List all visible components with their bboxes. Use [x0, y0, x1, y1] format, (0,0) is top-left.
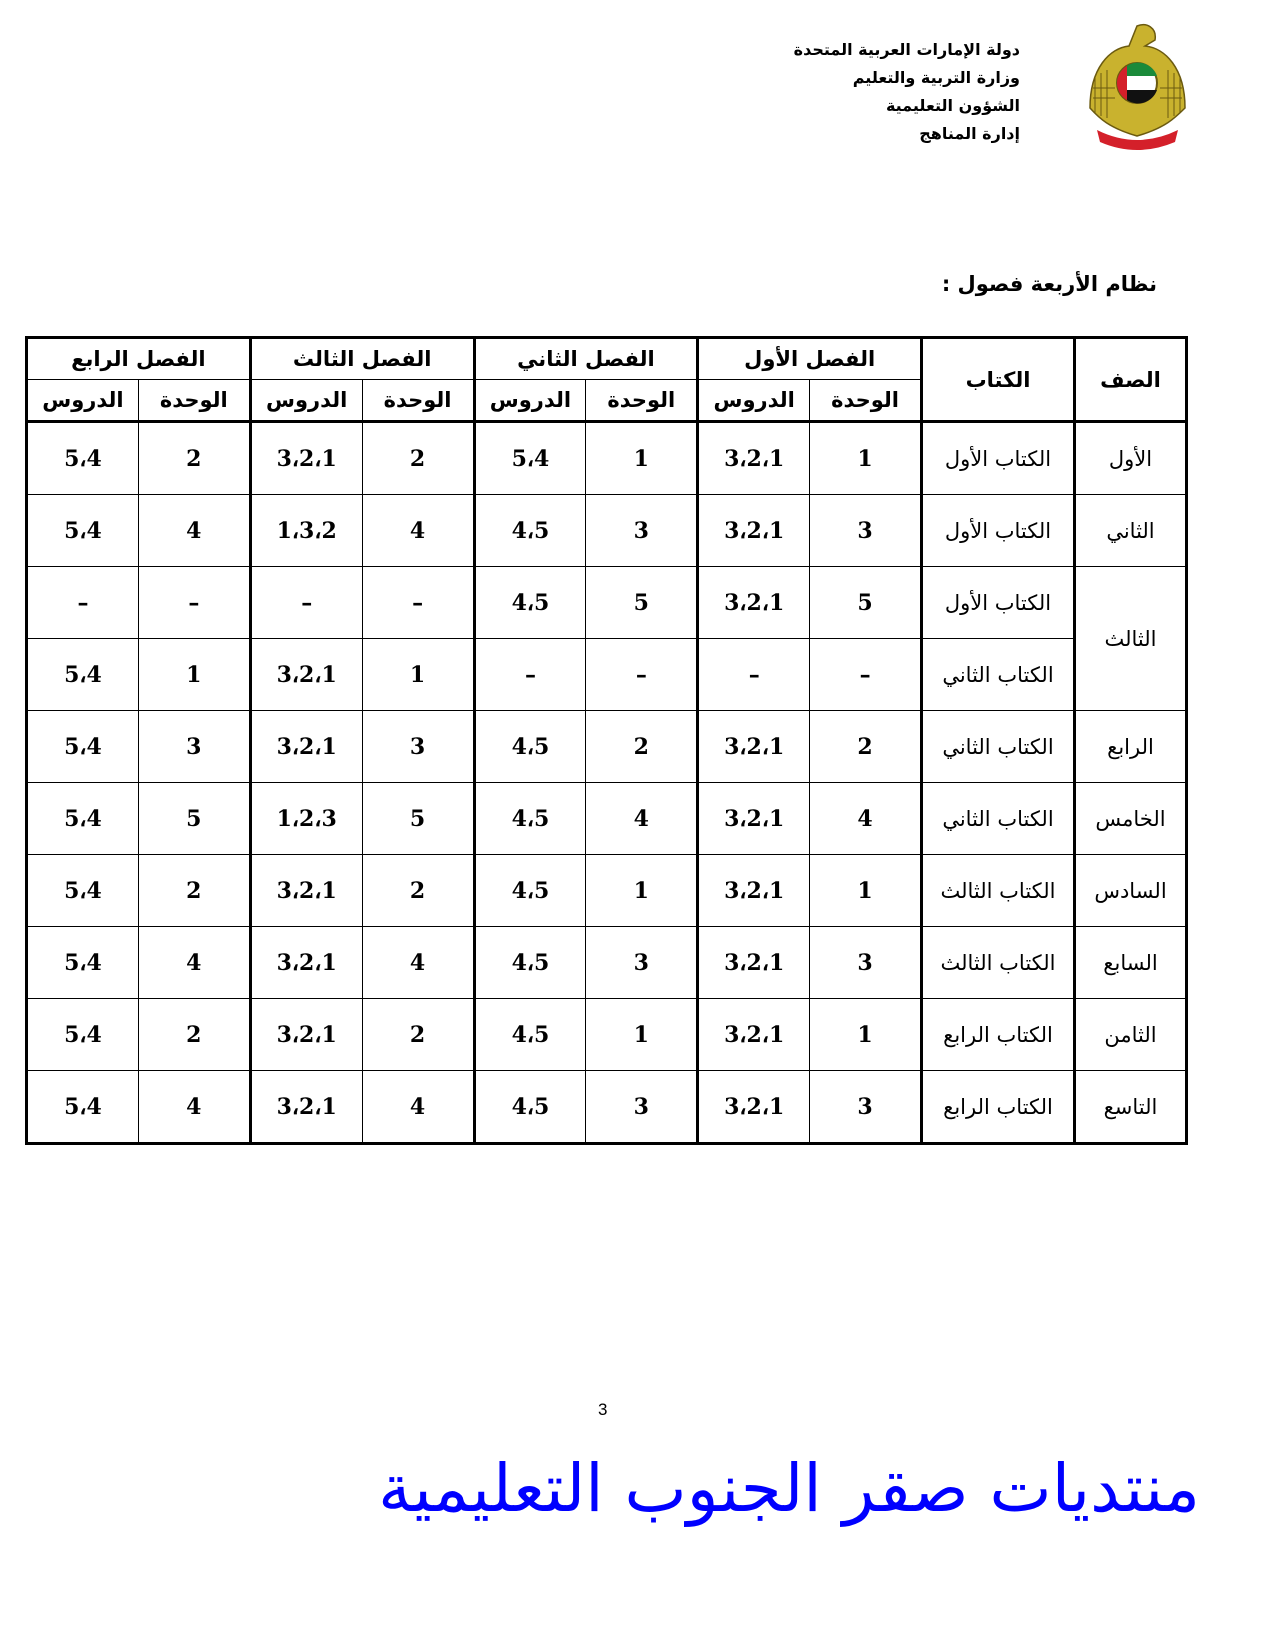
header-line: وزارة التربية والتعليم [852, 68, 1020, 87]
table-row [27, 711, 1187, 783]
forum-watermark: منتديات صقر الجنوب التعليمية [378, 1450, 1200, 1527]
unit-value: 1 [857, 1021, 873, 1048]
lessons-value: 5،4 [64, 1093, 102, 1120]
lessons-value: 5،4 [64, 517, 102, 544]
unit-cell [810, 999, 922, 1071]
lessons-value: 4،5 [511, 949, 550, 976]
unit-cell [810, 1071, 922, 1144]
lessons-value: – [301, 589, 313, 616]
lessons-cell [27, 855, 139, 927]
lessons-cell [250, 495, 362, 567]
table-row [27, 1071, 1187, 1144]
unit-value: – [188, 589, 200, 616]
unit-value: – [859, 661, 871, 688]
grade-cell: السادس [1075, 855, 1187, 927]
unit-cell [586, 1071, 698, 1144]
lessons-cell [474, 927, 586, 999]
unit-value: 2 [186, 877, 202, 904]
unit-value: 2 [857, 733, 873, 760]
unit-value: 3 [633, 1093, 649, 1120]
lessons-cell [250, 639, 362, 711]
unit-cell [810, 711, 922, 783]
lessons-cell [250, 1071, 362, 1144]
lessons-cell [698, 711, 810, 783]
lessons-cell [27, 495, 139, 567]
book-cell: الكتاب الثاني [922, 711, 1075, 783]
lessons-value: 3،2،1 [276, 733, 337, 760]
unit-cell [138, 422, 250, 495]
lessons-value: 5،4 [64, 445, 102, 472]
document-title: نظام الأربعة فصول : [941, 272, 1157, 296]
book-cell: الكتاب الثاني [922, 639, 1075, 711]
header-season-1: الفصل الأول [698, 338, 922, 380]
unit-value: 1 [857, 877, 873, 904]
lessons-value: 3،2،1 [276, 1021, 337, 1048]
unit-cell [362, 495, 474, 567]
unit-value: 4 [409, 1093, 426, 1120]
header-line: دولة الإمارات العربية المتحدة [793, 40, 1020, 59]
lessons-cell [27, 1071, 139, 1144]
lessons-value: 3،2،1 [276, 1093, 337, 1120]
lessons-cell [698, 783, 810, 855]
unit-value: 3 [857, 1093, 873, 1120]
lessons-value: 4،5 [511, 1021, 550, 1048]
unit-cell [810, 495, 922, 567]
unit-cell [586, 999, 698, 1071]
unit-cell [586, 783, 698, 855]
table-row [27, 639, 1187, 711]
header-line: إدارة المناهج [919, 124, 1020, 143]
unit-value: 4 [409, 517, 426, 544]
unit-cell [586, 711, 698, 783]
lessons-value: 3،2،1 [724, 589, 785, 616]
uae-emblem-icon [1085, 18, 1190, 158]
header-book: الكتاب [922, 338, 1075, 422]
lessons-value: 3،2،1 [276, 877, 337, 904]
lessons-cell [27, 783, 139, 855]
lessons-cell [474, 783, 586, 855]
header-lessons: الدروس [250, 380, 362, 422]
unit-value: 4 [186, 949, 202, 976]
unit-value: 2 [633, 733, 649, 760]
grade-cell: الرابع [1075, 711, 1187, 783]
unit-cell [362, 855, 474, 927]
header-unit: الوحدة [362, 380, 474, 422]
grade-cell: الثامن [1075, 999, 1187, 1071]
unit-value: 5 [409, 805, 426, 832]
unit-value: 4 [857, 805, 873, 832]
unit-cell [586, 639, 698, 711]
lessons-value: 5،4 [64, 733, 102, 760]
unit-cell [138, 855, 250, 927]
lessons-value: – [748, 661, 760, 688]
lessons-value: 4،5 [511, 517, 550, 544]
lessons-value: 4،5 [511, 733, 550, 760]
lessons-value: 5،4 [511, 445, 550, 472]
lessons-cell [250, 927, 362, 999]
lessons-cell [474, 711, 586, 783]
unit-value: 1 [633, 877, 649, 904]
lessons-value: 4،5 [511, 1093, 550, 1120]
header-unit: الوحدة [586, 380, 698, 422]
unit-cell [810, 639, 922, 711]
table-row [27, 567, 1187, 639]
lessons-cell [27, 422, 139, 495]
lessons-value: 3،2،1 [724, 877, 785, 904]
unit-cell [138, 567, 250, 639]
lessons-value: 5،4 [64, 805, 102, 832]
unit-value: 4 [186, 517, 202, 544]
unit-value: 2 [409, 877, 426, 904]
table-row [27, 422, 1187, 495]
lessons-cell [474, 567, 586, 639]
lessons-cell [474, 855, 586, 927]
lessons-value: 5،4 [64, 661, 102, 688]
unit-cell [810, 927, 922, 999]
lessons-value: 4،5 [511, 877, 550, 904]
unit-value: 3 [409, 733, 426, 760]
lessons-cell [474, 1071, 586, 1144]
lessons-value: 5،4 [64, 877, 102, 904]
lessons-cell [698, 927, 810, 999]
unit-cell [810, 422, 922, 495]
unit-cell [586, 927, 698, 999]
book-cell: الكتاب الثالث [922, 927, 1075, 999]
lessons-value: 3،2،1 [724, 733, 785, 760]
unit-value: 3 [633, 517, 649, 544]
lessons-cell [250, 999, 362, 1071]
grade-cell: التاسع [1075, 1071, 1187, 1144]
unit-cell [586, 855, 698, 927]
lessons-cell [27, 567, 139, 639]
lessons-value: 1،3،2 [276, 517, 337, 544]
book-cell: الكتاب الثالث [922, 855, 1075, 927]
lessons-value: 5،4 [64, 949, 102, 976]
lessons-value: 3،2،1 [276, 445, 337, 472]
unit-value: 5 [857, 589, 873, 616]
lessons-cell [27, 639, 139, 711]
book-cell: الكتاب الرابع [922, 1071, 1075, 1144]
unit-cell [810, 855, 922, 927]
ministry-header [794, 36, 1020, 148]
grade-cell: الخامس [1075, 783, 1187, 855]
lessons-cell [698, 855, 810, 927]
table-row [27, 495, 1187, 567]
book-cell: الكتاب الرابع [922, 999, 1075, 1071]
lessons-cell [474, 999, 586, 1071]
lessons-value: 4،5 [511, 805, 550, 832]
unit-value: 1 [186, 661, 202, 688]
lessons-cell [27, 999, 139, 1071]
lessons-value: 3،2،1 [724, 445, 785, 472]
unit-cell [362, 711, 474, 783]
unit-value: 2 [409, 445, 426, 472]
unit-value: 4 [409, 949, 426, 976]
unit-cell [138, 999, 250, 1071]
unit-cell [362, 1071, 474, 1144]
header-season-3: الفصل الثالث [250, 338, 474, 380]
lessons-value: 3،2،1 [724, 1021, 785, 1048]
lessons-cell [250, 711, 362, 783]
lessons-cell [27, 711, 139, 783]
lessons-value: 3،2،1 [724, 805, 785, 832]
table-row [27, 783, 1187, 855]
unit-value: 3 [186, 733, 202, 760]
unit-cell [362, 639, 474, 711]
lessons-value: 5،4 [64, 1021, 102, 1048]
unit-value: 2 [186, 445, 202, 472]
lessons-cell [474, 495, 586, 567]
unit-cell [586, 567, 698, 639]
book-cell: الكتاب الأول [922, 422, 1075, 495]
lessons-cell [698, 495, 810, 567]
header-lessons: الدروس [27, 380, 139, 422]
lessons-value: 4،5 [511, 589, 550, 616]
unit-value: 4 [186, 1093, 202, 1120]
book-cell: الكتاب الثاني [922, 783, 1075, 855]
curriculum-table [25, 336, 1188, 1145]
unit-cell [138, 927, 250, 999]
grade-cell: الثاني [1075, 495, 1187, 567]
page-number: 3 [598, 1400, 608, 1419]
unit-cell [138, 783, 250, 855]
unit-cell [810, 783, 922, 855]
unit-cell [138, 1071, 250, 1144]
unit-value: – [412, 589, 424, 616]
header-season-2: الفصل الثاني [474, 338, 698, 380]
unit-value: – [635, 661, 647, 688]
lessons-value: 3،2،1 [724, 517, 785, 544]
unit-cell [138, 639, 250, 711]
lessons-value: 3،2،1 [276, 949, 337, 976]
lessons-value: 3،2،1 [724, 1093, 785, 1120]
lessons-cell [250, 783, 362, 855]
grade-cell: الأول [1075, 422, 1187, 495]
unit-value: 1 [633, 1021, 649, 1048]
lessons-cell [27, 927, 139, 999]
book-cell: الكتاب الأول [922, 495, 1075, 567]
unit-cell [810, 567, 922, 639]
table-row [27, 855, 1187, 927]
lessons-cell [698, 422, 810, 495]
header-season-4: الفصل الرابع [27, 338, 251, 380]
grade-cell: الثالث [1075, 567, 1187, 711]
header-unit: الوحدة [810, 380, 922, 422]
lessons-value: – [524, 661, 536, 688]
lessons-value: 3،2،1 [724, 949, 785, 976]
lessons-cell [698, 639, 810, 711]
header-lessons: الدروس [474, 380, 586, 422]
grade-cell: السابع [1075, 927, 1187, 999]
lessons-value: 1،2،3 [276, 805, 337, 832]
unit-cell [362, 927, 474, 999]
book-cell: الكتاب الأول [922, 567, 1075, 639]
lessons-cell [698, 1071, 810, 1144]
unit-value: 2 [409, 1021, 426, 1048]
unit-value: 1 [633, 445, 649, 472]
unit-cell [362, 422, 474, 495]
header-line: الشؤون التعليمية [885, 96, 1020, 115]
header-grade: الصف [1075, 338, 1187, 422]
unit-value: 3 [633, 949, 649, 976]
lessons-cell [250, 855, 362, 927]
unit-cell [362, 999, 474, 1071]
unit-cell [138, 495, 250, 567]
unit-value: 3 [857, 517, 873, 544]
unit-value: 5 [186, 805, 202, 832]
header-lessons: الدروس [698, 380, 810, 422]
table-row [27, 927, 1187, 999]
unit-value: 1 [857, 445, 873, 472]
lessons-cell [250, 422, 362, 495]
lessons-value: – [77, 589, 89, 616]
unit-cell [362, 783, 474, 855]
unit-value: 4 [633, 805, 649, 832]
lessons-cell [698, 999, 810, 1071]
lessons-cell [474, 422, 586, 495]
lessons-value: 3،2،1 [276, 661, 337, 688]
unit-value: 5 [633, 589, 649, 616]
unit-cell [586, 495, 698, 567]
unit-value: 3 [857, 949, 873, 976]
header-unit: الوحدة [138, 380, 250, 422]
lessons-cell [474, 639, 586, 711]
lessons-cell [698, 567, 810, 639]
unit-value: 2 [186, 1021, 202, 1048]
unit-cell [362, 567, 474, 639]
lessons-cell [250, 567, 362, 639]
unit-value: 1 [409, 661, 426, 688]
unit-cell [586, 422, 698, 495]
unit-cell [138, 711, 250, 783]
table-row [27, 999, 1187, 1071]
